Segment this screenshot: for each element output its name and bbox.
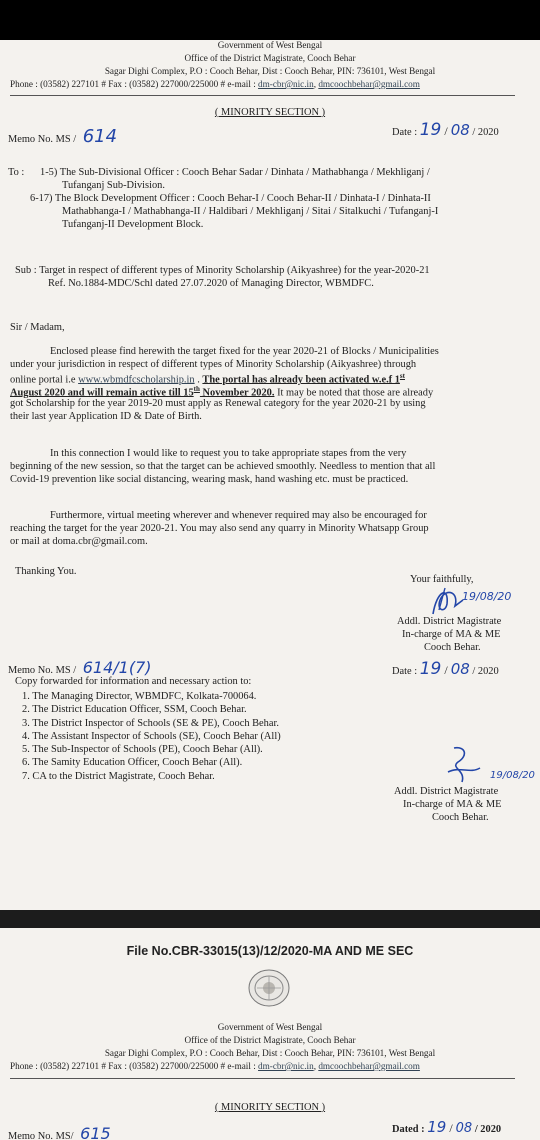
- phone-fax-text: Phone : (03582) 227101 # Fax : (03582) 227000/225000 # e-mail :: [10, 79, 259, 89]
- para1-line3-text: online portal i.e: [10, 374, 79, 386]
- to-sdo-line-2: Tufanganj Sub-Division.: [62, 180, 165, 191]
- para1-line3-sep: .: [194, 374, 203, 386]
- document-page-1: [0, 40, 540, 910]
- signature-1-date: 19/08/20: [462, 590, 512, 603]
- document-page-2: [0, 928, 540, 1140]
- salutation: Sir / Madam,: [10, 322, 65, 333]
- top-black-bar: [0, 0, 540, 40]
- para3-line2: reaching the target for the year 2020-21. You may also send any quarry in Minority Whatsapp Group: [10, 523, 429, 534]
- reference-line: Ref. No.1884-MDC/Schl dated 27.07.2020 of Managing Director, WBMDFC.: [48, 278, 374, 289]
- page2-letterhead-office: Office of the District Magistrate, Cooch Behar: [184, 1035, 356, 1045]
- government-emblem-icon: [247, 968, 291, 1008]
- date-label: Date :: [392, 127, 418, 138]
- page2-memo-label: Memo No. MS/: [8, 1131, 74, 1140]
- para1-line4-rest: It may be noted that those are already: [274, 387, 434, 399]
- copy-recipient-item: 4. The Assistant Inspector of Schools (SE), Cooch Behar (All): [22, 730, 281, 742]
- copy-recipient-item: 7. CA to the District Magistrate, Cooch Behar.: [22, 770, 215, 782]
- page2-section-heading: ( MINORITY SECTION ): [214, 1102, 326, 1113]
- copy-recipient-item: 3. The District Inspector of Schools (SE & PE), Cooch Behar.: [22, 717, 279, 729]
- letterhead-contact: [10, 79, 420, 89]
- subject-line: Sub : Target in respect of different types of Minority Scholarship (Aikyashree) for the year-2020-21: [15, 265, 430, 276]
- date2-label: Date :: [392, 666, 418, 677]
- date2-line: Date : 19 / 08 / 2020: [392, 659, 499, 679]
- thanking-line: Thanking You.: [15, 566, 77, 577]
- memo-number-handwritten: 614: [82, 126, 118, 147]
- page2-email-link-gmail[interactable]: dmcoochbehar@gmail.com: [318, 1061, 420, 1071]
- sign2-title: Addl. District Magistrate: [394, 786, 499, 797]
- para1-line4: [10, 385, 433, 398]
- sign2-incharge: In-charge of MA & ME: [403, 799, 502, 810]
- letterhead-address: Sagar Dighi Complex, P.O : Cooch Behar, Dist : Cooch Behar, PIN: 736101, West Bengal: [104, 66, 436, 76]
- letterhead-government: Government of West Bengal: [217, 40, 323, 50]
- copy-recipient-list: [22, 690, 281, 783]
- para2-line1: In this connection I would like to request you to take appropriate stapes from the very: [50, 448, 407, 459]
- memo-label: Memo No. MS /: [8, 134, 77, 145]
- page2-date-line: Dated : 19 / 08 / 2020: [392, 1118, 502, 1136]
- para1-line1: Enclosed please find herewith the target fixed for the year 2020-21 of Blocks / Municipalities: [50, 346, 439, 357]
- copy-forwarded-intro: Copy forwarded for information and necessary action to:: [15, 676, 252, 687]
- signature-2-date: 19/08/20: [490, 770, 535, 781]
- page2-letterhead-divider: [10, 1078, 515, 1079]
- section-heading: ( MINORITY SECTION ): [214, 107, 326, 118]
- page2-memo-number-handwritten: 615: [80, 1124, 111, 1140]
- page2-memo-line: [8, 1124, 111, 1140]
- portal-activation-notice: The portal has already been activated w.e.f 1: [202, 374, 400, 386]
- sign1-title: Addl. District Magistrate: [397, 616, 502, 627]
- copy-recipient-item: 5. The Sub-Inspector of Schools (PE), Cooch Behar (All).: [22, 744, 263, 756]
- copy-recipient-item: 6. The Samity Education Officer, Cooch Behar (All).: [22, 757, 243, 769]
- date2-year: / 2020: [472, 666, 499, 677]
- para1-line6: their last year Application ID & Date of Birth.: [10, 411, 202, 422]
- date-year: / 2020: [472, 127, 499, 138]
- page2-letterhead-address: Sagar Dighi Complex, P.O : Cooch Behar, Dist : Cooch Behar, PIN: 736101, West Bengal: [104, 1048, 436, 1058]
- para1-line5: got Scholarship for the year 2019-20 must apply as Renewal category for the year 2020-21 by using: [10, 398, 426, 409]
- sign1-place: Cooch Behar.: [424, 642, 481, 653]
- letterhead-office: Office of the District Magistrate, Cooch Behar: [184, 53, 356, 63]
- page2-date-year: / 2020: [474, 1124, 502, 1135]
- memo2-number-handwritten: 614/1(7): [82, 658, 152, 677]
- sign2-place: Cooch Behar.: [432, 812, 489, 823]
- page2-letterhead-government: Government of West Bengal: [217, 1022, 323, 1032]
- to-bdo-line-1: 6-17) The Block Development Officer : Cooch Behar-I / Cooch Behar-II / Dinhata-I / Dinhata-II: [30, 193, 431, 204]
- superscript-th: th: [193, 385, 200, 393]
- page2-date-day-handwritten: 19: [427, 1118, 447, 1136]
- page2-email-link-nic[interactable]: dm-cbr@nic.in: [258, 1061, 314, 1071]
- date-month-handwritten: 08: [450, 121, 470, 139]
- date2-month-handwritten: 08: [450, 660, 470, 678]
- file-number: File No.CBR-33015(13)/12/2020-MA AND ME SEC: [126, 944, 414, 958]
- sign1-incharge: In-charge of MA & ME: [402, 629, 501, 640]
- portal-active-till: August 2020 and will remain active till 15: [10, 387, 194, 399]
- page-separator: [0, 910, 540, 928]
- letterhead-divider: [10, 95, 515, 96]
- date-day-handwritten: 19: [419, 120, 442, 140]
- portal-end-date: November 2020.: [199, 387, 275, 399]
- yours-faithfully: Your faithfully,: [410, 574, 474, 585]
- copy-recipient-item: 1. The Managing Director, WBMDFC, Kolkata-700064.: [22, 691, 257, 702]
- date2-day-handwritten: 19: [419, 659, 442, 679]
- to-label: To :: [8, 167, 25, 178]
- para3-line1: Furthermore, virtual meeting wherever and whenever required may also be encouraged for: [50, 510, 427, 521]
- para2-line2: beginning of the new session, so that the target can be achieved smoothly. Needless to mention that all: [10, 461, 436, 472]
- page2-letterhead-contact: [10, 1061, 420, 1071]
- page2-date-month-handwritten: 08: [455, 1121, 473, 1136]
- memo2-line: [8, 658, 152, 677]
- memo2-label: Memo No. MS /: [8, 665, 77, 676]
- to-bdo-line-3: Tufanganj-II Development Block.: [62, 219, 204, 230]
- page2-email-separator: ,: [313, 1061, 319, 1071]
- portal-link[interactable]: www.wbmdfcscholarship.in: [78, 374, 195, 386]
- para1-line2: under your jurisdiction in respect of different types of Minority Scholarship (Aikyashree) through: [10, 359, 417, 370]
- email-link-nic[interactable]: dm-cbr@nic.in: [258, 79, 314, 89]
- para1-line3: [10, 372, 405, 385]
- email-link-gmail[interactable]: dmcoochbehar@gmail.com: [318, 79, 420, 89]
- memo-number-line: [8, 126, 117, 147]
- to-sdo-line-1: 1-5) The Sub-Divisional Officer : Cooch Behar Sadar / Dinhata / Mathabhanga / Mekhliganj /: [40, 167, 430, 178]
- email-separator: ,: [313, 79, 319, 89]
- to-bdo-line-2: Mathabhanga-I / Mathabhanga-II / Haldibari / Mekhliganj / Sitai / Sitalkuchi / Tufanganj-I: [62, 206, 439, 217]
- signature-2-scribble: [440, 742, 540, 788]
- date-line: Date : 19 / 08 / 2020: [392, 120, 499, 140]
- page2-date-label: Dated :: [392, 1124, 425, 1135]
- para2-line3: Covid-19 prevention like social distancing, wearing mask, hand washing etc. must be practiced.: [10, 474, 409, 485]
- copy-recipient-item: 2. The District Education Officer, SSM, Cooch Behar.: [22, 704, 247, 716]
- page2-phone-fax-text: Phone : (03582) 227101 # Fax : (03582) 227000/225000 # e-mail :: [10, 1061, 259, 1071]
- superscript-st: st: [399, 372, 405, 380]
- para3-line3: or mail at doma.cbr@gmail.com.: [10, 536, 148, 547]
